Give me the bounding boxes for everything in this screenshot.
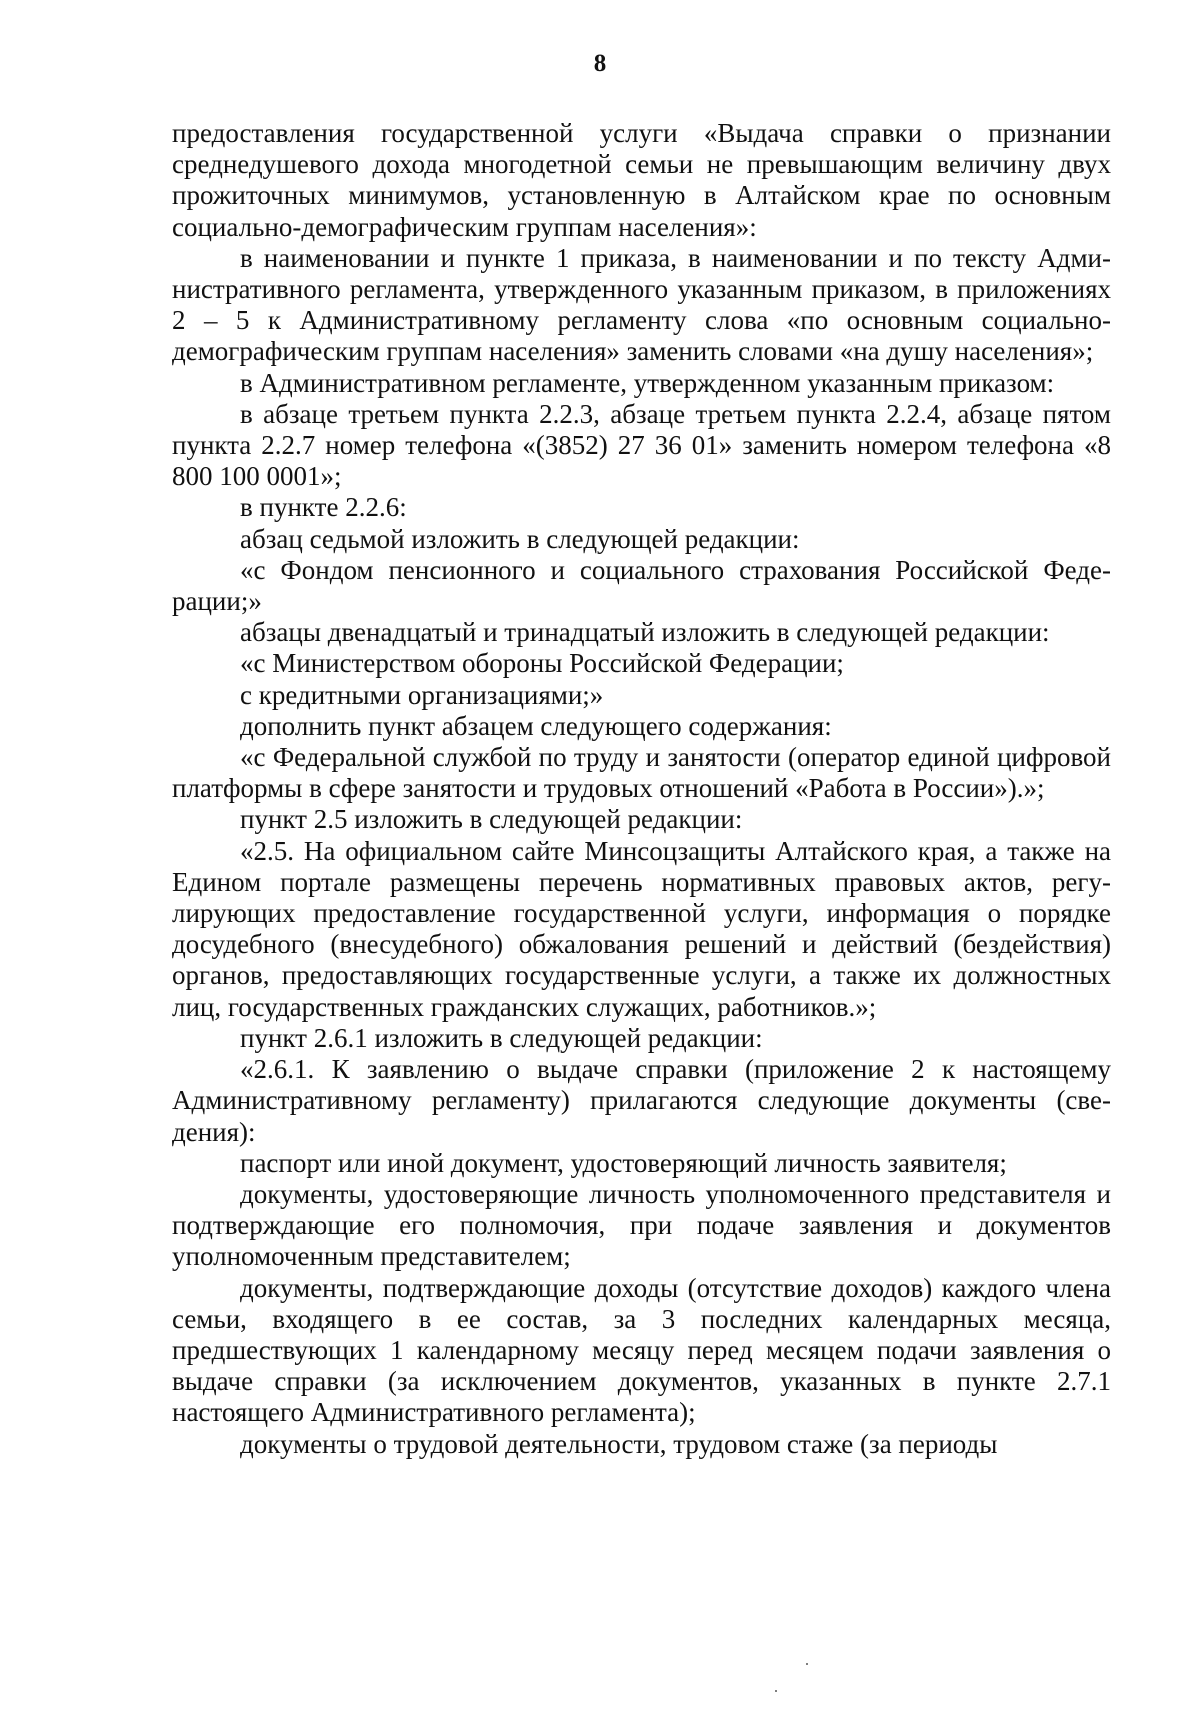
- paragraph: «2.5. На официальном сайте Минсоцзащиты Алтайского края, а также на Едином портале размещены перечень нормативных правовых актов, регулирующих предоставление государственной услуги, информация о порядке досудебного (внесудебного) обжалования решений и действий (бездействия) органов, предоставляющих государственные услуги, а также их должностных лиц, государственных гражданских служащих, работников.»;: [172, 835, 1111, 1022]
- paragraph: в наименовании и пункте 1 приказа, в наименовании и по тексту Административного регламента, утвержденного указанным приказом, в приложениях 2 – 5 к Административному регламенту слова «по основным социально-демографическим группам населения» заменить словами «на душу населения»;: [172, 242, 1111, 367]
- paragraph: пункт 2.6.1 изложить в следующей редакции:: [240, 1022, 763, 1053]
- paragraph: «с Фондом пенсионного и социального страхования Российской Федерации;»: [172, 554, 1111, 617]
- paragraph: абзац седьмой изложить в следующей редакции:: [240, 523, 800, 554]
- paragraph: документы, удостоверяющие личность уполномоченного представителя и подтверждающие его полномочия, при подаче заявления и документов уполномоченным представителем;: [172, 1178, 1111, 1272]
- document-body: [172, 118, 1111, 1460]
- paragraph: «с Федеральной службой по труду и занятости (оператор единой цифровой платформы в сфере занятости и трудовых отношений «Работа в России»).»;: [172, 742, 1111, 804]
- scan-speck: [775, 1690, 777, 1692]
- paragraph: «2.6.1. К заявлению о выдаче справки (приложение 2 к настоящему Административному регламенту) прилагаются следующие документы (сведения):: [172, 1054, 1111, 1147]
- paragraph: в абзаце третьем пункта 2.2.3, абзаце третьем пункта 2.2.4, абзаце пятом пункта 2.2.7 номер телефона «(3852) 27 36 01» заменить номером телефона «8 800 100 0001»;: [172, 398, 1111, 492]
- paragraph: документы, подтверждающие доходы (отсутствие доходов) каждого члена семьи, входящего в ее состав, за 3 последних календарных месяца, предшествующих 1 календарному месяцу перед месяцем подачи заявления о выдаче справки (за исключением документов, указанных в пункте 2.7.1 настоящего Административного регламента);: [172, 1272, 1111, 1428]
- paragraph: «с Министерством обороны Российской Федерации;: [240, 648, 844, 679]
- paragraph: в Административном регламенте, утвержденном указанным приказом:: [240, 367, 1055, 398]
- paragraph: абзацы двенадцатый и тринадцатый изложить в следующей редакции:: [240, 617, 1050, 648]
- paragraph: дополнить пункт абзацем следующего содержания:: [240, 710, 832, 741]
- paragraph: документы о трудовой деятельности, трудовом стаже (за периоды: [240, 1428, 998, 1459]
- scan-speck: [806, 1663, 808, 1665]
- paragraph: с кредитными организациями;»: [240, 679, 604, 710]
- page-number: 8: [593, 50, 607, 77]
- paragraph: предоставления государственной услуги «Выдача справки о признании среднедушевого дохода многодетной семьи не превышающим величину двух прожиточных минимумов, установленную в Алтайском крае по основным социально-демографическим группам населения»:: [172, 118, 1111, 242]
- paragraph: в пункте 2.2.6:: [240, 492, 407, 523]
- paragraph: паспорт или иной документ, удостоверяющий личность заявителя;: [240, 1147, 1007, 1178]
- paragraph: пункт 2.5 изложить в следующей редакции:: [240, 804, 743, 835]
